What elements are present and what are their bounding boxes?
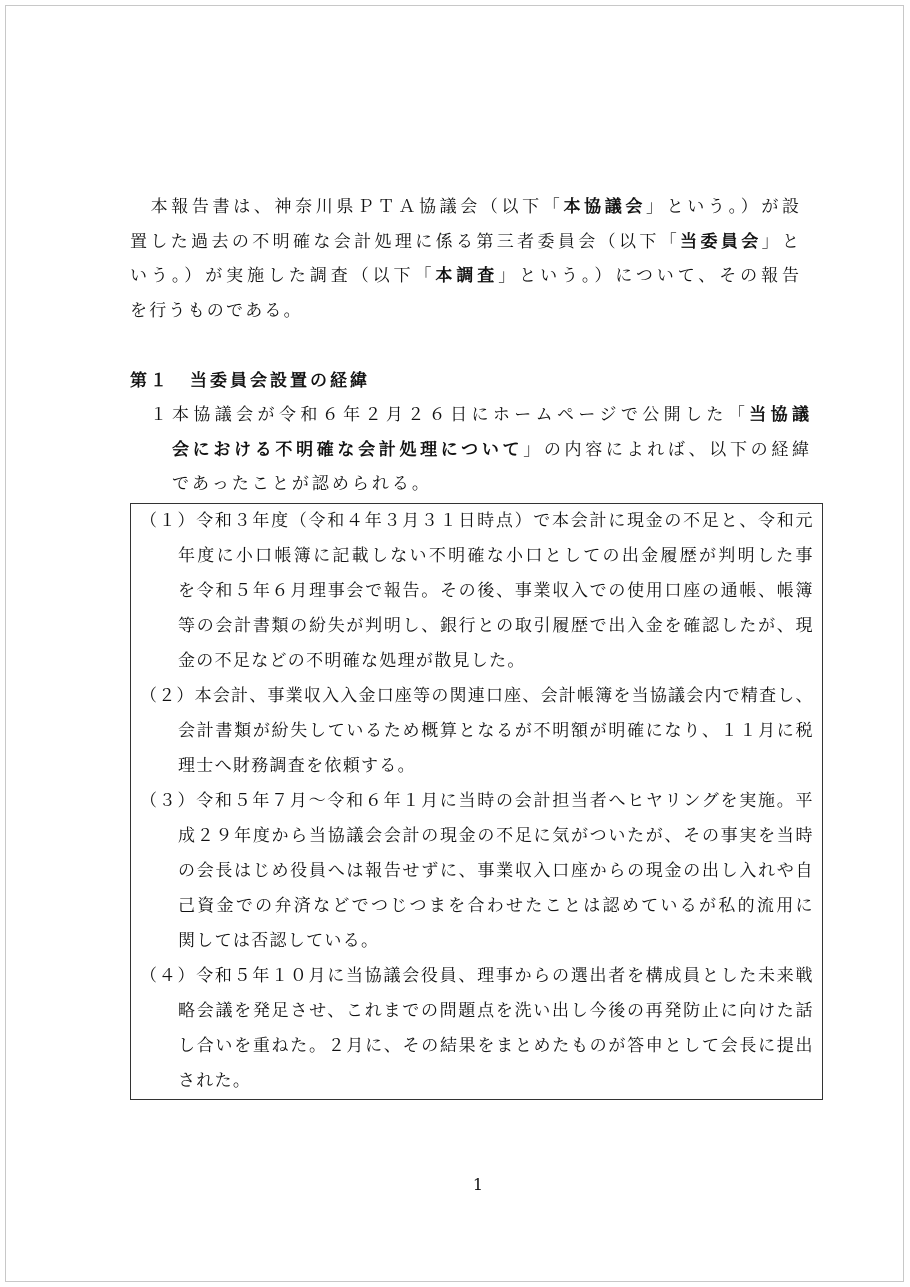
finding-line: 等の会計書類の紛失が判明し、銀行との取引履歴で出入金を確認したが、現 bbox=[178, 616, 813, 636]
finding-line: し合いを重ねた。２月に、その結果をまとめたものが答申として会長に提出 bbox=[178, 1036, 813, 1056]
finding-line: を令和５年６月理事会で報告。その後、事業収入での使用口座の通帳、帳簿 bbox=[178, 581, 813, 601]
finding-line: 略会議を発足させ、これまでの問題点を洗い出し今後の再発防止に向けた話 bbox=[178, 1001, 813, 1021]
finding-label: （３） bbox=[140, 791, 197, 811]
bold-term: 当委員会 bbox=[680, 231, 762, 252]
finding-line: 関しては否認している。 bbox=[178, 931, 380, 951]
finding-line: 年度に小口帳簿に記載しない不明確な小口としての出金履歴が判明した事 bbox=[178, 546, 813, 566]
item-line-text: 本協議会が令和６年２月２６日にホームページで公開した「 bbox=[172, 405, 750, 425]
finding-line-text: 令和３年度（令和４年３月３１日時点）で本会計に現金の不足と、令和元 bbox=[196, 511, 814, 531]
intro-line bbox=[130, 225, 800, 260]
bold-term: 当協議 bbox=[749, 405, 810, 425]
intro-text: 」という。）について、その報告 bbox=[498, 266, 801, 286]
finding-line: 己資金での弁済などでつじつまを合わせたことは認めているが私的流用に bbox=[178, 896, 813, 916]
bold-term: 会における不明確な会計処理について bbox=[172, 439, 524, 460]
finding-line: の会長はじめ役員へは報告せずに、事業収入口座からの現金の出し入れや自 bbox=[178, 861, 813, 881]
finding-item bbox=[131, 959, 822, 1099]
finding-line: 成２９年度から当協議会会計の現金の不足に気がついたが、その事実を当時 bbox=[178, 826, 813, 846]
finding-label: （４） bbox=[140, 966, 197, 986]
item-line: であったことが認められる。 bbox=[172, 474, 432, 494]
finding-line bbox=[140, 679, 813, 714]
intro-text: いう。）が実施した調査（以下「 bbox=[130, 266, 436, 286]
intro-line: を行うものである。 bbox=[130, 300, 303, 321]
intro-text: 本報告書は、神奈川県ＰＴＡ協議会（以下「 bbox=[130, 197, 564, 217]
bold-term: 本調査 bbox=[435, 266, 499, 286]
section-title: 当委員会設置の経緯 bbox=[190, 371, 370, 391]
finding-label: （２） bbox=[140, 686, 195, 706]
section-heading bbox=[130, 364, 370, 398]
finding-line: 金の不足などの不明確な処理が散見した。 bbox=[178, 651, 526, 671]
bold-term: 本協議会 bbox=[563, 197, 647, 217]
item-line bbox=[172, 398, 810, 433]
intro-line bbox=[130, 190, 800, 225]
finding-item bbox=[131, 784, 822, 959]
finding-line: 理士へ財務調査を依頼する。 bbox=[178, 756, 416, 776]
intro-paragraph bbox=[130, 190, 800, 328]
intro-text: 」という。）が設 bbox=[646, 197, 800, 217]
intro-text: 置した過去の不明確な会計処理に係る第三者委員会（以下「 bbox=[130, 231, 681, 252]
page-number: 1 bbox=[472, 1175, 484, 1194]
item-number: １ bbox=[150, 405, 167, 425]
finding-line bbox=[140, 959, 813, 994]
finding-item bbox=[131, 679, 822, 784]
finding-line-text: 本会計、事業収入入金口座等の関連口座、会計帳簿を当協議会内で精査し、 bbox=[194, 686, 813, 706]
intro-line bbox=[130, 259, 800, 294]
finding-line: された。 bbox=[178, 1071, 252, 1091]
finding-line bbox=[140, 784, 813, 819]
finding-line bbox=[140, 504, 813, 539]
finding-line-text: 令和５年７月～令和６年１月に当時の会計担当者へヒヤリングを実施。平 bbox=[196, 791, 813, 811]
finding-item bbox=[131, 504, 822, 679]
section-number: 第１ bbox=[130, 371, 170, 391]
item-line-text: 」の内容によれば、以下の経緯 bbox=[523, 439, 810, 460]
finding-line: 会計書類が紛失しているため概算となるが不明額が明確になり、１１月に税 bbox=[178, 721, 813, 741]
item-text bbox=[172, 398, 810, 502]
findings-box bbox=[130, 503, 823, 1100]
item-line bbox=[172, 433, 810, 468]
finding-label: （１） bbox=[140, 511, 197, 531]
finding-line-text: 令和５年１０月に当協議会役員、理事からの選出者を構成員とした未来戦 bbox=[196, 966, 814, 986]
intro-text: 」と bbox=[761, 231, 800, 252]
